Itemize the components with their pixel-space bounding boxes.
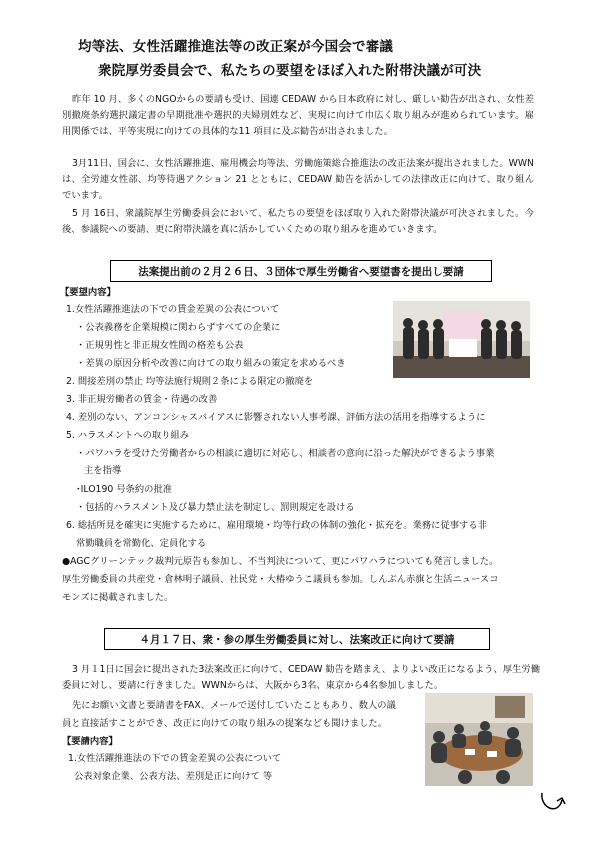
section2-paragraph-2b: 員と直接話すことができ、改正に向けての取り組みの提案なども聞けました。: [62, 718, 388, 729]
section2-item-1: 1.女性活躍推進法の下での賃金差異の公表について: [68, 753, 282, 764]
section1-heading: 法案提出前の２月２６日、３団体で厚生労働省へ要望書を提出し要請: [110, 260, 492, 282]
title-line-1: 均等法、女性活躍推進法等の改正案が今国会で審議: [78, 39, 394, 55]
section1-note-2: 厚生労働委員の共産党・倉林明子議員、社民党・大椿ゆうこ議員も参加。しんぶん赤旗と生活ニュースコ: [62, 574, 499, 585]
section1-item-1c: ・差異の原因分析や改善に向けての取り組みの策定を求めるべき: [76, 358, 346, 369]
section2-heading: ４月１７日、衆・参の厚生労働委員に対し、法案改正に向けて要請: [104, 628, 490, 650]
section1-item-6: 6. 総括所見を確実に実施するために、雇用環境・均等行政の体制の強化・拡充を。業務に従事する非: [66, 520, 487, 531]
section1-item-2: 2. 間接差別の禁止 均等法施行規則２条による限定の撤廃を: [66, 376, 314, 387]
section2-item-1-detail: 公表対象企業、公表方法、差別是正に向けて 等: [74, 771, 273, 782]
section1-item-1a: ・公表義務を企業規模に関わらずすべての企業に: [76, 322, 281, 333]
section2-label: 【要請内容】: [62, 736, 118, 747]
meeting-photo-2: [425, 693, 533, 786]
section1-item-5b: ･ILO190 号条約の批准: [76, 484, 173, 495]
section1-item-5a: ・パワハラを受けた労働者からの相談に適切に対応し、相談者の意向に沿った解決ができるよう事業: [76, 448, 495, 459]
intro-paragraph-1: 昨年 10 月、多くのNGOからの要請も受け、国連 CEDAW から日本政府に対し、厳しい勧告が出され、女性差別撤廃条約選択議定書の早期批准や選択的夫婦別姓など、実現に向けて巾広く取り組みが進められています。雇用関係では、平等実現に向けての具体的な11 項目に及ぶ勧告が出されました。: [62, 94, 534, 137]
section1-item-5: 5. ハラスメントへの取り組み: [66, 430, 190, 441]
intro-paragraph-2: 3月11日、国会に、女性活躍推進、雇用機会均等法、労働施策総合推進法の改正法案が提出されました。WWN は、全労連女性部、均等待遇アクション 21 とともに、CEDAW 勧告を活かしての法律改正に向けて、取り組んでいます。: [62, 158, 534, 201]
section1-label: 【要望内容】: [60, 287, 116, 298]
section1-item-1: 1.女性活躍推進法の下での賃金差異の公表について: [66, 304, 280, 315]
section1-item-1b: ・正規男性と非正規女性間の格差も公表: [76, 340, 244, 351]
section2-paragraph-2a: 先にお願い文書と要請書をFAX、メールで送付していたこともあり、数人の議: [72, 700, 396, 711]
section1-item-5a-cont: 主を指導: [84, 465, 122, 476]
section2-paragraph-1: 3 月１1日に国会に提出された3法案改正に向けて、CEDAW 勧告を踏まえ、よりよい改正になるよう、厚生労働委員に対し、要請に行きました。WWNからは、大阪から3名、東京から4名参加しました。: [62, 664, 540, 691]
section1-note-1: ●AGCグリーンテック裁判元原告も参加し、不当判決について、更にパワハラについても発言しました。: [62, 556, 499, 567]
intro-paragraph-3: 5 月 16日、衆議院厚生労働委員会において、私たちの要望をほぼ取り入れた附帯決議が可決されました。今後、参議院への要請、更に附帯決議を真に活かしていくための取り組みを進めていきます。: [62, 208, 534, 235]
section1-note-3: モンズに掲載されました。: [62, 592, 174, 603]
meeting-photo-1: [393, 301, 530, 378]
curved-arrow-icon: [538, 790, 568, 816]
section1-item-3: 3. 非正規労働者の賃金・待遇の改善: [66, 394, 218, 405]
title-line-2: 衆院厚労委員会で、私たちの要望をほぼ入れた附帯決議が可決: [98, 63, 482, 79]
section1-item-5c: ・包括的ハラスメント及び暴力禁止法を制定し、罰則規定を設ける: [76, 502, 355, 513]
section1-item-4: 4. 差別のない、アンコンシャスバイアスに影響されない人事考課、評価方法の活用を指導するように: [66, 412, 486, 423]
section1-item-6-cont: 常勤職員を常勤化、定員化する: [76, 538, 207, 549]
